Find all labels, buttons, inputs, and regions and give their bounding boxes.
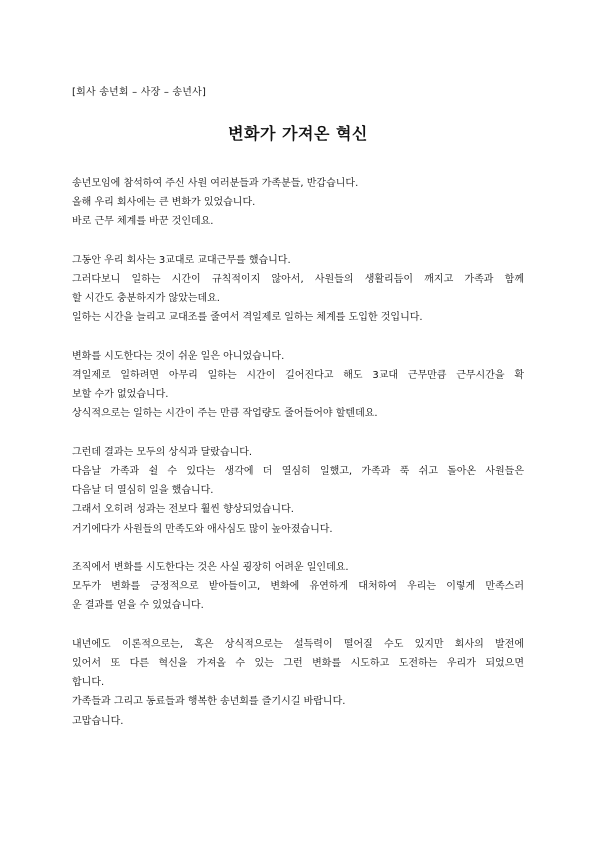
text-line: 변화를 시도한다는 것이 쉬운 일은 아니었습니다. xyxy=(72,350,285,362)
text-line: 다음날 가족과 쉴 수 있다는 생각에 더 열심히 일했고, 가족과 푹 쉬고 돌아온 사원들은 xyxy=(72,466,524,477)
document-header: [회사 송년회 – 사장 – 송년사] xyxy=(72,87,207,98)
text-line: 그러다보니 일하는 시간이 규칙적이지 않아서, 사원들의 생활리듬이 깨지고 가족과 함께 xyxy=(72,274,524,285)
text-line: 거기에다가 사원들의 만족도와 애사심도 많이 높아졌습니다. xyxy=(72,523,333,535)
text-line: 있어서 또 다른 혁신을 가져올 수 있는 그런 변화를 시도하고 도전하는 우리가 되었으면 xyxy=(72,658,524,669)
text-line: 내년에도 이론적으로는, 혹은 상식적으로는 설득력이 떨어질 수도 있지만 회사의 발전에 xyxy=(72,638,524,650)
text-line: 그런데 결과는 모두의 상식과 달랐습니다. xyxy=(72,446,253,458)
paragraph xyxy=(72,251,524,328)
text-line: 격일제로 일하려면 아무리 일하는 시간이 길어진다고 해도 3교대 근무만큼 근무시간을 확 xyxy=(72,370,524,381)
text-line: 그래서 오히려 성과는 전보다 훨씬 향상되었습니다. xyxy=(72,504,294,516)
paragraph xyxy=(72,443,524,539)
text-line: 합니다. xyxy=(72,677,105,689)
text-line: 고맙습니다. xyxy=(72,715,124,727)
text-line: 모두가 변화를 긍정적으로 받아들이고, 변화에 유연하게 대처하여 우리는 이렇게 만족스러 xyxy=(72,581,524,593)
paragraph xyxy=(72,174,524,232)
text-line: 가족들과 그리고 동료들과 행복한 송년회를 즐기시길 바랍니다. xyxy=(72,696,346,708)
text-line: 바로 근무 체계를 바꾼 것인데요. xyxy=(72,216,214,228)
text-line: 올해 우리 회사에는 큰 변화가 있었습니다. xyxy=(72,197,256,209)
text-line: 일하는 시간을 늘리고 교대조를 줄여서 격일제로 일하는 체계를 도입한 것입니다. xyxy=(72,312,423,324)
paragraph xyxy=(72,347,524,424)
text-line: 다음날 더 열심히 일을 했습니다. xyxy=(72,485,214,497)
text-line: 송년모임에 참석하여 주신 사원 여러분들과 가족분들, 반갑습니다. xyxy=(72,178,359,189)
text-line: 할 시간도 충분하지가 않았는데요. xyxy=(72,293,220,305)
document-title: 변화가 가져온 혁신 xyxy=(228,124,368,143)
text-line: 보할 수가 없었습니다. xyxy=(72,389,169,401)
paragraph xyxy=(72,635,524,731)
paragraph xyxy=(72,558,524,616)
text-line: 상식적으로는 일하는 시간이 주는 만큼 작업량도 줄어들어야 할텐데요. xyxy=(72,408,378,420)
document-page xyxy=(72,0,524,842)
text-line: 조직에서 변화를 시도한다는 것은 사실 굉장히 어려운 일인데요. xyxy=(72,562,349,573)
document-body xyxy=(72,174,524,750)
text-line: 그동안 우리 회사는 3교대로 교대근무를 했습니다. xyxy=(72,254,291,266)
text-line: 운 결과를 얻을 수 있었습니다. xyxy=(72,600,204,612)
